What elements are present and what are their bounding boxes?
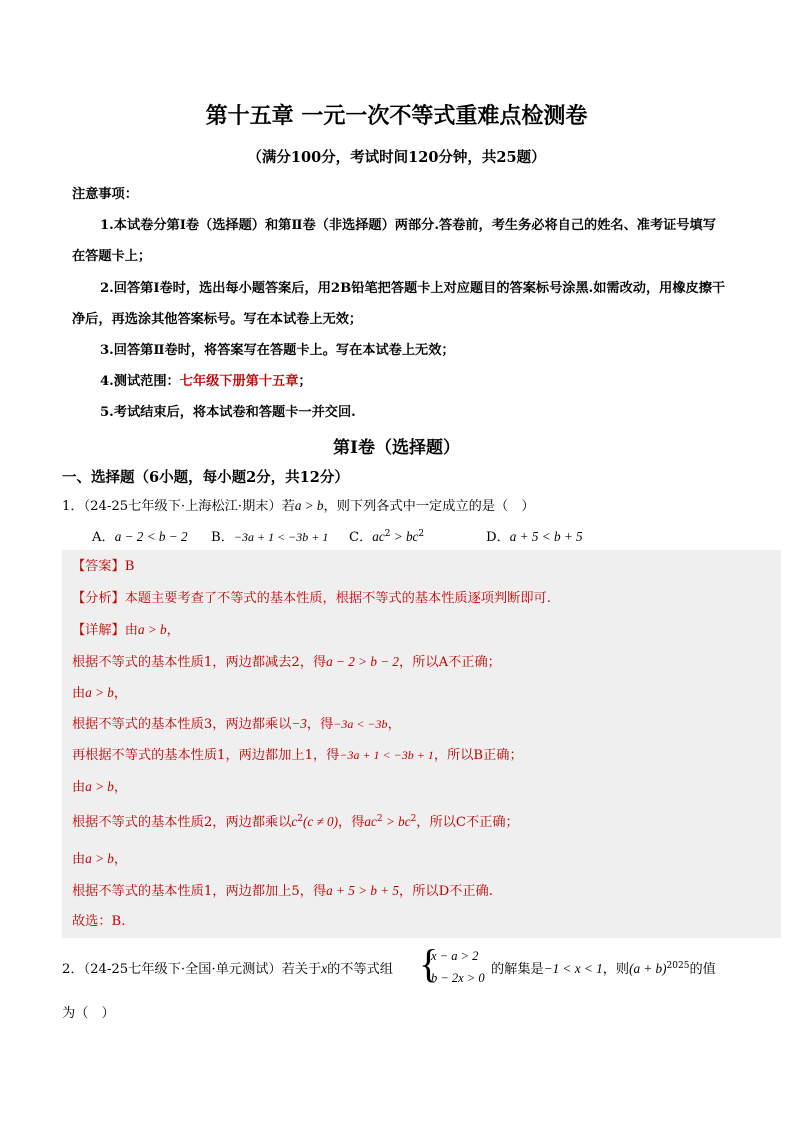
question-2-line-2: 为（ ） (62, 1006, 115, 1021)
given-4 (72, 850, 127, 869)
note-1-line-1: 1.本试卷分第Ⅰ卷（选择题）和第Ⅱ卷（非选择题）两部分.答卷前，考生务必将自己的姓名、准考证号填写 (100, 218, 716, 233)
step-1-text: 根据不等式的基本性质1，两边都减去2，得 (72, 655, 327, 670)
answer-tag: 【答案】 (72, 559, 125, 574)
step-5 (72, 882, 493, 901)
given-2-text: 由 (72, 686, 86, 701)
exam-info: （满分100分，考试时间120分钟，共25题） (247, 149, 546, 166)
step-3-result: ，所以B正确； (433, 748, 523, 763)
q2-exponent: 2025 (666, 961, 690, 971)
answer-line (72, 558, 134, 576)
detail-cond: a > b (137, 622, 167, 637)
analysis-text: 本题主要考查了不等式的基本性质，根据不等式的基本性质逐项判断即可. (124, 591, 551, 606)
q2-var: x (321, 961, 328, 976)
detail-tag: 【详解】 (72, 623, 125, 638)
option-c-label: C． (349, 530, 373, 545)
given-2-math: a > b (85, 685, 114, 700)
page-title: 第十五章 一元一次不等式重难点检测卷 (205, 103, 588, 129)
detail-line (72, 621, 180, 640)
analysis-line (72, 590, 551, 608)
step-4 (72, 813, 519, 832)
q1-condition: a > b (294, 498, 324, 513)
part-1-title: 第Ⅰ卷（选择题） (333, 438, 460, 458)
step-4-math-a: ac (364, 814, 377, 829)
given-3-math: a > b (85, 779, 114, 794)
step-3-math: −3a + 1 < −3b + 1 (339, 748, 434, 762)
answer-value: B (124, 559, 135, 574)
q2-mid3: ，则 (602, 962, 630, 977)
given-4-math: a > b (85, 851, 114, 866)
q1-prefix: 1．（24-25七年级下·上海松江·期末）若 (62, 499, 295, 514)
step-4-exp-3: 2 (410, 814, 417, 824)
step-1 (72, 653, 501, 672)
section-1-heading: 一、选择题（6小题，每小题2分，共12分） (62, 469, 349, 486)
test-range: 七年级下册第十五章 (179, 374, 299, 389)
q2-solution-set: −1 < x < 1 (543, 961, 603, 976)
step-4-text: 根据不等式的基本性质2，两边都乘以 (72, 815, 292, 830)
analysis-tag: 【分析】 (72, 591, 125, 606)
note-4-prefix: 4.测试范围： (100, 374, 180, 389)
system-brace: { (419, 941, 439, 986)
system-eq-2: b − 2x > 0 (431, 971, 485, 985)
note-4-suffix: ； (298, 374, 312, 389)
option-c-base: ac (372, 529, 385, 544)
note-3: 3.回答第Ⅱ卷时，将答案写在答题卡上。写在本试卷上无效； (100, 343, 455, 358)
option-c-op: > bc (390, 529, 419, 544)
step-2-math-2: −3a < −3b (333, 717, 388, 731)
step-1-math: a − 2 > b − 2 (326, 654, 400, 669)
q2-expr: (a + b) (629, 961, 667, 976)
note-2-line-1: 2.回答第Ⅰ卷时，选出每小题答案后，用2B铅笔把答题卡上对应题目的答案标号涂黑.如需改动，用橡皮擦干 (100, 281, 726, 296)
question-2-stem (62, 960, 393, 979)
option-c-exp-1: 2 (384, 529, 391, 539)
step-3-text: 再根据不等式的基本性质1，两边都加上1，得 (72, 748, 340, 763)
q2-mid: 的不等式组 (327, 962, 393, 977)
given-4-comma: ， (113, 852, 128, 867)
option-b-math: −3a + 1 < −3b + 1 (233, 530, 329, 544)
given-3-comma: ， (113, 780, 128, 795)
option-b-label: B． (211, 530, 234, 545)
given-3 (72, 778, 127, 797)
q2-end: 的值 (689, 962, 716, 977)
step-4-mid: ，得 (338, 815, 365, 830)
step-4-math-b: > bc (382, 814, 411, 829)
step-4-exp-2: 2 (376, 814, 383, 824)
step-1-result: ，所以A不正确； (399, 655, 501, 670)
q1-suffix: ，则下列各式中一定成立的是（ ） (323, 499, 535, 514)
step-2 (72, 715, 401, 734)
q1-option-d (486, 528, 583, 547)
option-a-math: a − 2 < b − 2 (114, 529, 188, 544)
option-a-label: A． (92, 530, 115, 545)
step-2-math-1: −3 (291, 716, 307, 731)
given-2 (72, 684, 127, 703)
option-d-label: D． (486, 530, 510, 545)
detail-comma: ， (166, 623, 180, 638)
note-2-line-2: 净后，再选涂其他答案标号。写在本试卷上无效； (72, 312, 363, 327)
step-2-end: ， (387, 717, 401, 732)
detail-start: 由 (124, 623, 138, 638)
q1-option-b (211, 528, 328, 547)
conclusion: 故选：B. (72, 914, 126, 929)
q2-prefix: 2．（24-25七年级下·全国·单元测试）若关于 (62, 962, 322, 977)
note-1-line-2: 在答题卡上； (72, 249, 152, 264)
notes-heading: 注意事项： (72, 187, 138, 202)
q2-mid2: 的解集是 (491, 962, 544, 977)
step-5-result: ，所以D不正确. (399, 884, 493, 899)
system-eq-1: x − a > 2 (431, 949, 479, 963)
step-4-result: ，所以C不正确； (416, 815, 519, 830)
option-d-math: a + 5 < b + 5 (509, 529, 583, 544)
question-2-stem-cont (491, 960, 716, 979)
option-c-exp-2: 2 (418, 529, 425, 539)
step-5-text: 根据不等式的基本性质1，两边都加上5，得 (72, 884, 327, 899)
q1-option-a (92, 528, 188, 547)
step-2-text: 根据不等式的基本性质3，两边都乘以 (72, 717, 292, 732)
q1-option-c (349, 528, 424, 547)
given-4-text: 由 (72, 852, 86, 867)
step-4-exp-1: 2 (297, 814, 303, 824)
given-2-comma: ， (113, 686, 128, 701)
note-4 (100, 373, 312, 391)
given-3-text: 由 (72, 780, 86, 795)
step-4-c: c (291, 814, 298, 829)
step-4-cond: (c ≠ 0) (302, 814, 339, 829)
step-3 (72, 746, 523, 765)
solution-box (62, 550, 781, 938)
step-5-math: a + 5 > b + 5 (326, 883, 400, 898)
note-5: 5.考试结束后，将本试卷和答题卡一并交回. (100, 405, 356, 420)
question-1-stem (62, 497, 535, 516)
step-2-mid: ，得 (306, 717, 334, 732)
